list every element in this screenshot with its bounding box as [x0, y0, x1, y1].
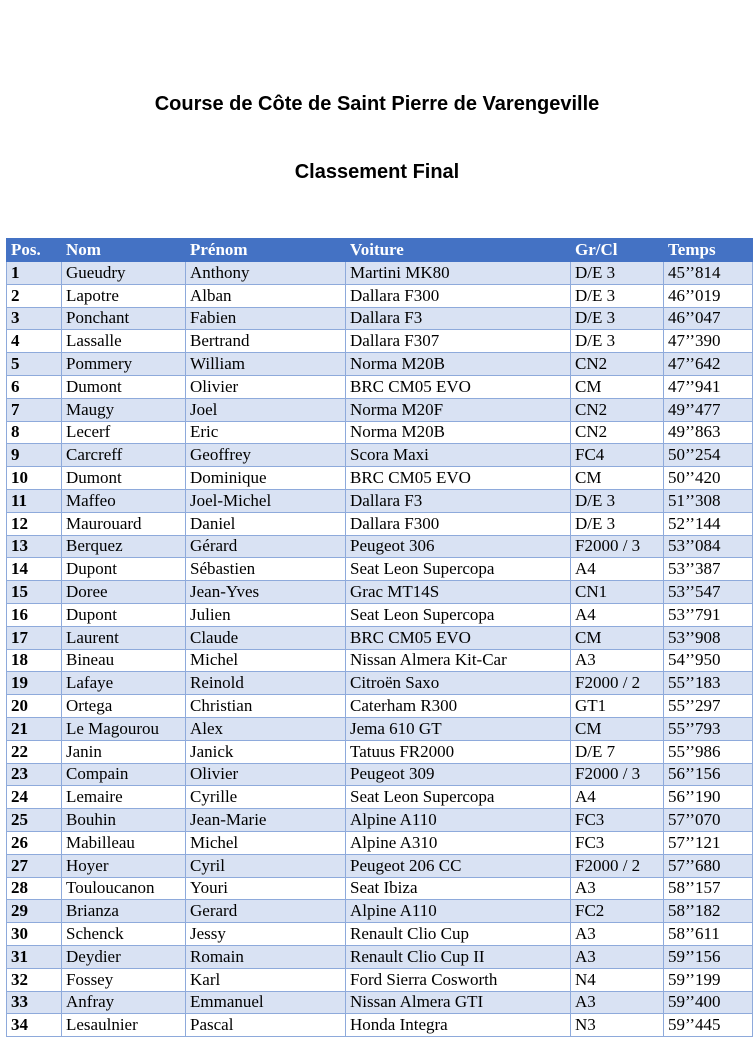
cell-prenom: Gerard	[186, 900, 346, 923]
table-row	[7, 581, 753, 604]
table-row	[7, 512, 753, 535]
table-row	[7, 649, 753, 672]
cell-pos: 7	[7, 398, 62, 421]
cell-grcl: GT1	[571, 695, 664, 718]
cell-prenom: Joel-Michel	[186, 489, 346, 512]
cell-grcl: CN2	[571, 398, 664, 421]
cell-grcl: F2000 / 2	[571, 854, 664, 877]
cell-voiture: Nissan Almera GTI	[346, 991, 571, 1014]
cell-voiture: Dallara F3	[346, 489, 571, 512]
cell-nom: Pommery	[62, 353, 186, 376]
cell-prenom: Joel	[186, 398, 346, 421]
table-header-row	[7, 239, 753, 262]
cell-nom: Berquez	[62, 535, 186, 558]
cell-pos: 23	[7, 763, 62, 786]
cell-temps: 58’’182	[664, 900, 753, 923]
cell-nom: Lecerf	[62, 421, 186, 444]
cell-prenom: Anthony	[186, 262, 346, 285]
cell-nom: Le Magourou	[62, 717, 186, 740]
cell-grcl: FC4	[571, 444, 664, 467]
cell-nom: Lafaye	[62, 672, 186, 695]
cell-voiture: Ford Sierra Cosworth	[346, 968, 571, 991]
cell-voiture: Honda Integra	[346, 1014, 571, 1037]
cell-grcl: CN2	[571, 353, 664, 376]
cell-voiture: Norma M20B	[346, 421, 571, 444]
cell-prenom: Alex	[186, 717, 346, 740]
cell-prenom: Romain	[186, 945, 346, 968]
cell-voiture: Dallara F3	[346, 307, 571, 330]
cell-voiture: Seat Leon Supercopa	[346, 603, 571, 626]
cell-temps: 45’’814	[664, 262, 753, 285]
cell-grcl: A3	[571, 649, 664, 672]
table-row	[7, 603, 753, 626]
cell-prenom: Daniel	[186, 512, 346, 535]
cell-prenom: Claude	[186, 626, 346, 649]
cell-pos: 15	[7, 581, 62, 604]
cell-nom: Gueudry	[62, 262, 186, 285]
cell-temps: 55’’183	[664, 672, 753, 695]
table-row	[7, 786, 753, 809]
cell-pos: 26	[7, 831, 62, 854]
cell-prenom: Geoffrey	[186, 444, 346, 467]
cell-nom: Bineau	[62, 649, 186, 672]
table-row	[7, 854, 753, 877]
cell-temps: 59’’199	[664, 968, 753, 991]
cell-nom: Doree	[62, 581, 186, 604]
table-row	[7, 923, 753, 946]
cell-pos: 9	[7, 444, 62, 467]
cell-temps: 47’’390	[664, 330, 753, 353]
cell-grcl: A4	[571, 558, 664, 581]
cell-temps: 58’’611	[664, 923, 753, 946]
cell-nom: Deydier	[62, 945, 186, 968]
cell-pos: 32	[7, 968, 62, 991]
cell-voiture: Dallara F307	[346, 330, 571, 353]
cell-grcl: CM	[571, 717, 664, 740]
cell-nom: Maurouard	[62, 512, 186, 535]
cell-nom: Laurent	[62, 626, 186, 649]
cell-voiture: Renault Clio Cup II	[346, 945, 571, 968]
cell-prenom: Olivier	[186, 375, 346, 398]
cell-prenom: Cyril	[186, 854, 346, 877]
cell-nom: Lapotre	[62, 284, 186, 307]
table-row	[7, 945, 753, 968]
cell-voiture: Peugeot 306	[346, 535, 571, 558]
cell-voiture: Dallara F300	[346, 284, 571, 307]
cell-temps: 47’’642	[664, 353, 753, 376]
cell-nom: Dumont	[62, 467, 186, 490]
cell-pos: 2	[7, 284, 62, 307]
cell-voiture: Norma M20F	[346, 398, 571, 421]
cell-voiture: Alpine A110	[346, 900, 571, 923]
cell-pos: 11	[7, 489, 62, 512]
cell-nom: Dupont	[62, 603, 186, 626]
table-row	[7, 467, 753, 490]
cell-temps: 46’’019	[664, 284, 753, 307]
cell-temps: 46’’047	[664, 307, 753, 330]
table-row	[7, 740, 753, 763]
table-row	[7, 375, 753, 398]
cell-voiture: Nissan Almera Kit-Car	[346, 649, 571, 672]
cell-nom: Ortega	[62, 695, 186, 718]
cell-grcl: FC3	[571, 831, 664, 854]
cell-prenom: Gérard	[186, 535, 346, 558]
cell-pos: 34	[7, 1014, 62, 1037]
cell-prenom: Jean-Marie	[186, 809, 346, 832]
cell-pos: 8	[7, 421, 62, 444]
cell-prenom: Youri	[186, 877, 346, 900]
cell-grcl: A4	[571, 603, 664, 626]
cell-pos: 1	[7, 262, 62, 285]
cell-prenom: Olivier	[186, 763, 346, 786]
cell-temps: 55’’986	[664, 740, 753, 763]
cell-pos: 13	[7, 535, 62, 558]
cell-grcl: A3	[571, 923, 664, 946]
cell-pos: 20	[7, 695, 62, 718]
cell-pos: 10	[7, 467, 62, 490]
cell-nom: Brianza	[62, 900, 186, 923]
cell-temps: 55’’793	[664, 717, 753, 740]
table-row	[7, 877, 753, 900]
cell-prenom: Janick	[186, 740, 346, 763]
cell-temps: 51’’308	[664, 489, 753, 512]
cell-nom: Dumont	[62, 375, 186, 398]
cell-temps: 57’’070	[664, 809, 753, 832]
cell-grcl: FC2	[571, 900, 664, 923]
cell-prenom: Karl	[186, 968, 346, 991]
cell-nom: Lassalle	[62, 330, 186, 353]
cell-temps: 53’’547	[664, 581, 753, 604]
cell-grcl: A3	[571, 991, 664, 1014]
cell-grcl: F2000 / 3	[571, 535, 664, 558]
cell-prenom: Bertrand	[186, 330, 346, 353]
cell-prenom: Cyrille	[186, 786, 346, 809]
cell-nom: Lemaire	[62, 786, 186, 809]
cell-temps: 49’’863	[664, 421, 753, 444]
cell-temps: 50’’254	[664, 444, 753, 467]
cell-grcl: A3	[571, 945, 664, 968]
cell-temps: 53’’908	[664, 626, 753, 649]
cell-voiture: Seat Leon Supercopa	[346, 786, 571, 809]
cell-pos: 18	[7, 649, 62, 672]
cell-voiture: Alpine A110	[346, 809, 571, 832]
cell-prenom: Michel	[186, 649, 346, 672]
cell-grcl: CM	[571, 626, 664, 649]
cell-temps: 56’’156	[664, 763, 753, 786]
table-row	[7, 353, 753, 376]
cell-grcl: N4	[571, 968, 664, 991]
cell-temps: 59’’445	[664, 1014, 753, 1037]
document-title: Course de Côte de Saint Pierre de Varengeville	[154, 93, 600, 115]
table-row	[7, 831, 753, 854]
cell-pos: 28	[7, 877, 62, 900]
cell-nom: Anfray	[62, 991, 186, 1014]
header-pos: Pos.	[7, 239, 62, 262]
cell-pos: 19	[7, 672, 62, 695]
cell-voiture: Grac MT14S	[346, 581, 571, 604]
table-row	[7, 558, 753, 581]
table-row	[7, 1014, 753, 1037]
results-table	[6, 238, 753, 1037]
cell-nom: Compain	[62, 763, 186, 786]
cell-pos: 25	[7, 809, 62, 832]
cell-prenom: Eric	[186, 421, 346, 444]
cell-pos: 12	[7, 512, 62, 535]
cell-nom: Maugy	[62, 398, 186, 421]
cell-pos: 4	[7, 330, 62, 353]
cell-voiture: Martini MK80	[346, 262, 571, 285]
cell-prenom: William	[186, 353, 346, 376]
cell-temps: 53’’084	[664, 535, 753, 558]
table-row	[7, 991, 753, 1014]
cell-temps: 52’’144	[664, 512, 753, 535]
cell-grcl: CM	[571, 375, 664, 398]
cell-voiture: Seat Leon Supercopa	[346, 558, 571, 581]
cell-temps: 49’’477	[664, 398, 753, 421]
cell-prenom: Reinold	[186, 672, 346, 695]
table-body	[7, 262, 753, 1037]
cell-pos: 3	[7, 307, 62, 330]
cell-pos: 30	[7, 923, 62, 946]
document-subtitle: Classement Final	[294, 161, 460, 183]
cell-temps: 55’’297	[664, 695, 753, 718]
cell-nom: Maffeo	[62, 489, 186, 512]
cell-prenom: Jessy	[186, 923, 346, 946]
cell-voiture: Seat Ibiza	[346, 877, 571, 900]
cell-prenom: Emmanuel	[186, 991, 346, 1014]
table-row	[7, 262, 753, 285]
cell-prenom: Pascal	[186, 1014, 346, 1037]
cell-prenom: Jean-Yves	[186, 581, 346, 604]
cell-voiture: Tatuus FR2000	[346, 740, 571, 763]
cell-grcl: F2000 / 3	[571, 763, 664, 786]
cell-voiture: BRC CM05 EVO	[346, 467, 571, 490]
cell-grcl: D/E 3	[571, 330, 664, 353]
cell-prenom: Alban	[186, 284, 346, 307]
cell-nom: Dupont	[62, 558, 186, 581]
cell-nom: Bouhin	[62, 809, 186, 832]
cell-voiture: Citroën Saxo	[346, 672, 571, 695]
cell-grcl: D/E 3	[571, 307, 664, 330]
cell-temps: 47’’941	[664, 375, 753, 398]
cell-prenom: Michel	[186, 831, 346, 854]
cell-prenom: Fabien	[186, 307, 346, 330]
table-row	[7, 763, 753, 786]
table-row	[7, 307, 753, 330]
table-row	[7, 809, 753, 832]
cell-nom: Mabilleau	[62, 831, 186, 854]
header-grcl: Gr/Cl	[571, 239, 664, 262]
cell-pos: 33	[7, 991, 62, 1014]
cell-voiture: Peugeot 309	[346, 763, 571, 786]
cell-prenom: Julien	[186, 603, 346, 626]
cell-nom: Carcreff	[62, 444, 186, 467]
table-row	[7, 489, 753, 512]
cell-temps: 59’’400	[664, 991, 753, 1014]
cell-nom: Janin	[62, 740, 186, 763]
cell-nom: Fossey	[62, 968, 186, 991]
cell-temps: 50’’420	[664, 467, 753, 490]
cell-voiture: BRC CM05 EVO	[346, 626, 571, 649]
cell-voiture: Jema 610 GT	[346, 717, 571, 740]
cell-nom: Lesaulnier	[62, 1014, 186, 1037]
cell-pos: 29	[7, 900, 62, 923]
header-temps: Temps	[664, 239, 753, 262]
cell-nom: Hoyer	[62, 854, 186, 877]
cell-pos: 17	[7, 626, 62, 649]
table-row	[7, 968, 753, 991]
header-prenom: Prénom	[186, 239, 346, 262]
table-row	[7, 421, 753, 444]
cell-nom: Touloucanon	[62, 877, 186, 900]
table-row	[7, 444, 753, 467]
table-row	[7, 695, 753, 718]
cell-pos: 21	[7, 717, 62, 740]
cell-prenom: Sébastien	[186, 558, 346, 581]
cell-voiture: Peugeot 206 CC	[346, 854, 571, 877]
cell-grcl: D/E 3	[571, 489, 664, 512]
cell-voiture: Norma M20B	[346, 353, 571, 376]
cell-pos: 27	[7, 854, 62, 877]
cell-grcl: D/E 3	[571, 262, 664, 285]
cell-prenom: Dominique	[186, 467, 346, 490]
header-voiture: Voiture	[346, 239, 571, 262]
cell-temps: 57’’680	[664, 854, 753, 877]
cell-voiture: BRC CM05 EVO	[346, 375, 571, 398]
table-row	[7, 535, 753, 558]
table-row	[7, 330, 753, 353]
cell-pos: 6	[7, 375, 62, 398]
cell-grcl: D/E 7	[571, 740, 664, 763]
cell-nom: Ponchant	[62, 307, 186, 330]
cell-pos: 16	[7, 603, 62, 626]
cell-voiture: Dallara F300	[346, 512, 571, 535]
cell-temps: 56’’190	[664, 786, 753, 809]
cell-grcl: CN2	[571, 421, 664, 444]
cell-temps: 58’’157	[664, 877, 753, 900]
cell-voiture: Renault Clio Cup	[346, 923, 571, 946]
cell-grcl: CN1	[571, 581, 664, 604]
cell-voiture: Scora Maxi	[346, 444, 571, 467]
cell-temps: 53’’791	[664, 603, 753, 626]
table-row	[7, 398, 753, 421]
cell-grcl: A3	[571, 877, 664, 900]
cell-grcl: F2000 / 2	[571, 672, 664, 695]
cell-temps: 57’’121	[664, 831, 753, 854]
cell-grcl: D/E 3	[571, 284, 664, 307]
cell-pos: 22	[7, 740, 62, 763]
cell-voiture: Alpine A310	[346, 831, 571, 854]
cell-pos: 14	[7, 558, 62, 581]
cell-pos: 24	[7, 786, 62, 809]
table-row	[7, 626, 753, 649]
cell-temps: 54’’950	[664, 649, 753, 672]
cell-prenom: Christian	[186, 695, 346, 718]
cell-pos: 5	[7, 353, 62, 376]
cell-grcl: A4	[571, 786, 664, 809]
table-row	[7, 900, 753, 923]
cell-pos: 31	[7, 945, 62, 968]
cell-nom: Schenck	[62, 923, 186, 946]
table-row	[7, 672, 753, 695]
cell-grcl: FC3	[571, 809, 664, 832]
cell-grcl: N3	[571, 1014, 664, 1037]
cell-temps: 59’’156	[664, 945, 753, 968]
cell-voiture: Caterham R300	[346, 695, 571, 718]
cell-grcl: CM	[571, 467, 664, 490]
cell-grcl: D/E 3	[571, 512, 664, 535]
cell-temps: 53’’387	[664, 558, 753, 581]
table-row	[7, 717, 753, 740]
header-nom: Nom	[62, 239, 186, 262]
table-row	[7, 284, 753, 307]
